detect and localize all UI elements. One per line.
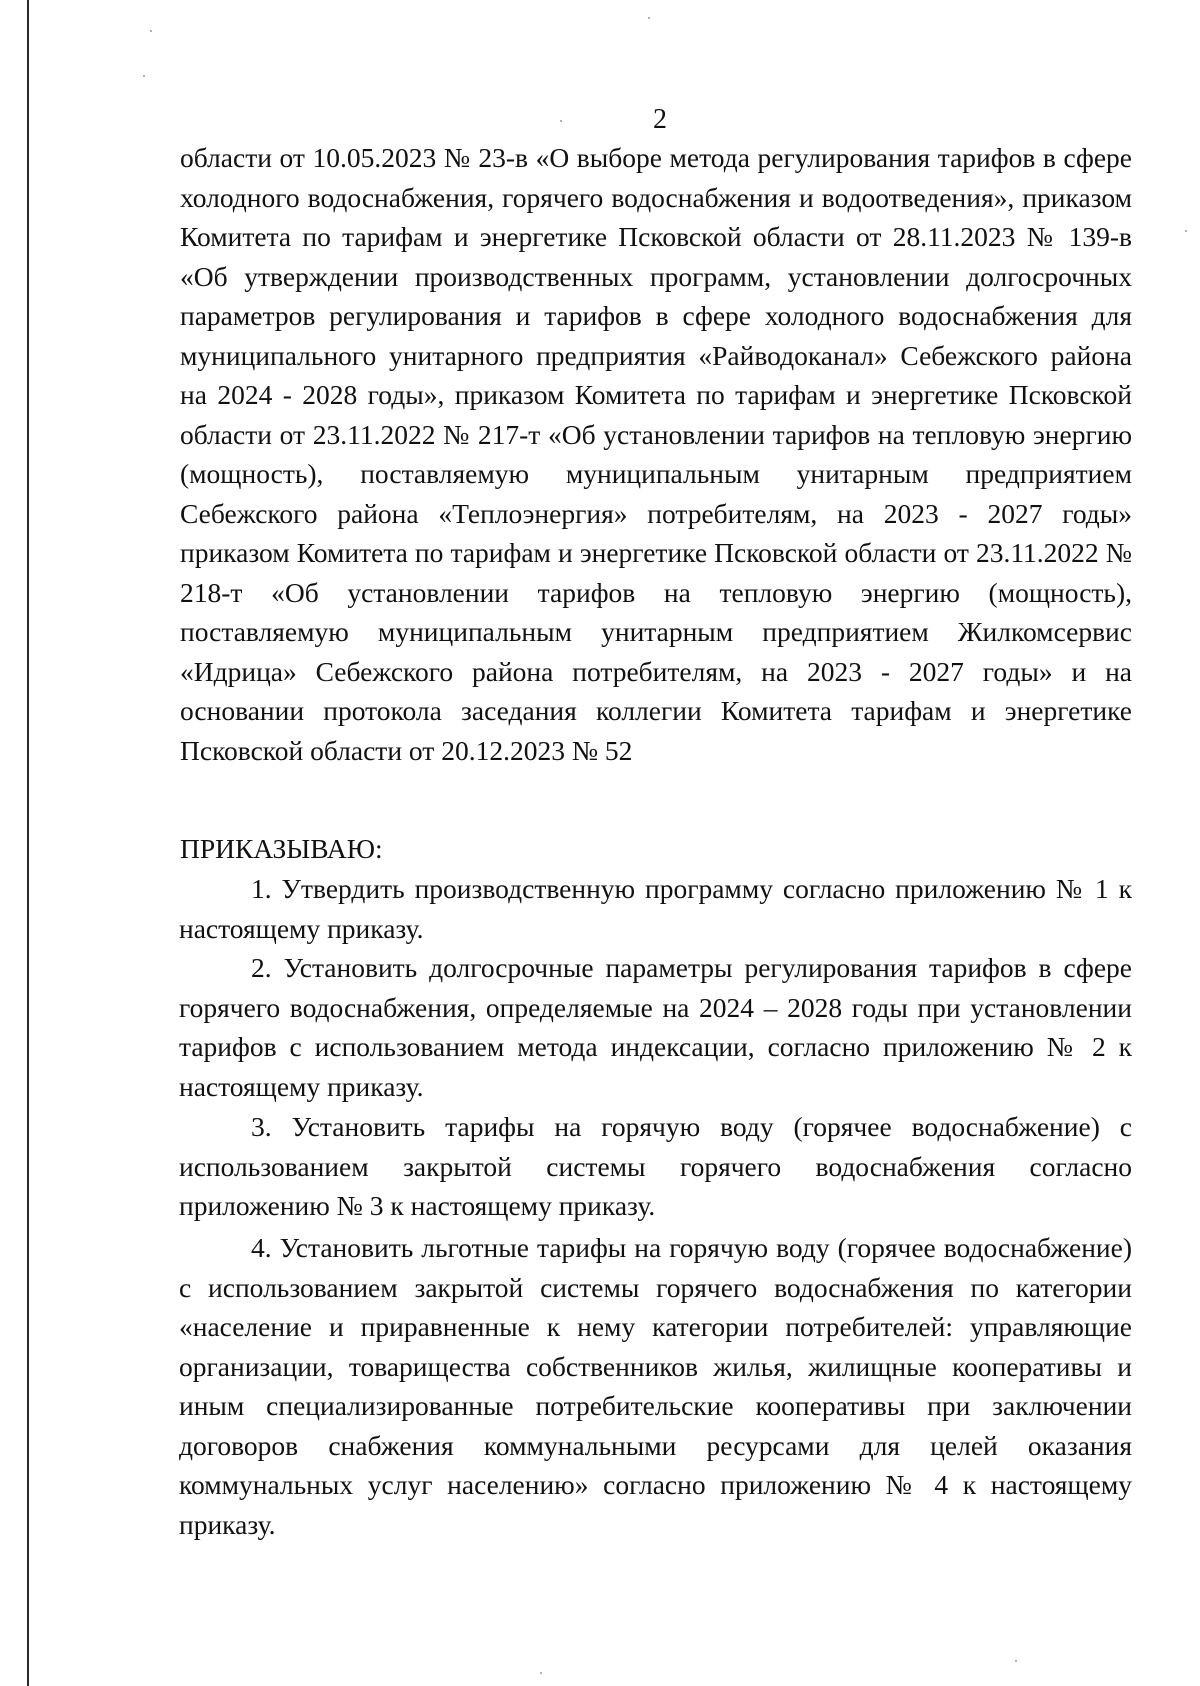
page-number: 2	[653, 104, 667, 135]
scan-speck	[150, 30, 152, 32]
scan-speck	[143, 75, 145, 77]
scan-speck	[1185, 230, 1187, 232]
order-item-4: 4. Установить льготные тарифы на горячую воду (горячее водоснабжение) с использованием закрытой системы горячего водоснабжения по категории «население и приравненные к нему категории потребителей: управляющие организации, товарищества собственников жилья, жилищные кооперативы и иным специализированные потребительские кооперативы при заключении договоров снабжения коммунальными ресурсами для целей оказания коммунальных услуг населению» согласно приложению № 4 к настоящему приказу.	[179, 1232, 1132, 1540]
order-item-2: 2. Установить долгосрочные параметры регулирования тарифов в сфере горячего водоснабжения, определяемые на 2024 – 2028 годы при установлении тарифов с использованием метода индексации, согласно приложению № 2 к настоящему приказу.	[179, 952, 1132, 1102]
scan-speck	[540, 1672, 542, 1674]
order-item-3: 3. Установить тарифы на горячую воду (горячее водоснабжение) с использованием закрытой системы горячего водоснабжения согласно приложению № 3 к настоящему приказу.	[179, 1111, 1132, 1221]
scan-speck	[648, 17, 650, 19]
order-item-1: 1. Утвердить производственную программу согласно приложению № 1 к настоящему приказу.	[179, 873, 1132, 944]
scan-edge-line	[27, 0, 29, 1686]
scan-speck	[1015, 1660, 1017, 1662]
preamble-paragraph: области от 10.05.2023 № 23-в «О выборе метода регулирования тарифов в сфере холодного водоснабжения, горячего водоснабжения и водоотведения», приказом Комитета по тарифам и энергетике Псковской области от 28.11.2023 № 139-в «Об утверждении производственных программ, установлении долгосрочных параметров регулирования и тарифов в сфере холодного водоснабжения для муниципального унитарного предприятия «Райводоканал» Себежского района на 2024 - 2028 годы», приказом Комитета по тарифам и энергетике Псковской области от 23.11.2022 № 217-т «Об установлении тарифов на тепловую энергию (мощность), поставляемую муниципальным унитарным предприятием Себежского района «Теплоэнергия» потребителям, на 2023 - 2027 годы» приказом Комитета по тарифам и энергетике Псковской области от 23.11.2022 № 218-т «Об установлении тарифов на тепловую энергию (мощность), поставляемую муниципальным унитарным предприятием Жилкомсервис «Идрица» Себежского района потребителям, на 2023 - 2027 годы» и на основании протокола заседания коллегии Комитета тарифам и энергетике Псковской области от 20.12.2023 № 52	[180, 142, 1132, 766]
order-heading: ПРИКАЗЫВАЮ:	[180, 833, 383, 864]
